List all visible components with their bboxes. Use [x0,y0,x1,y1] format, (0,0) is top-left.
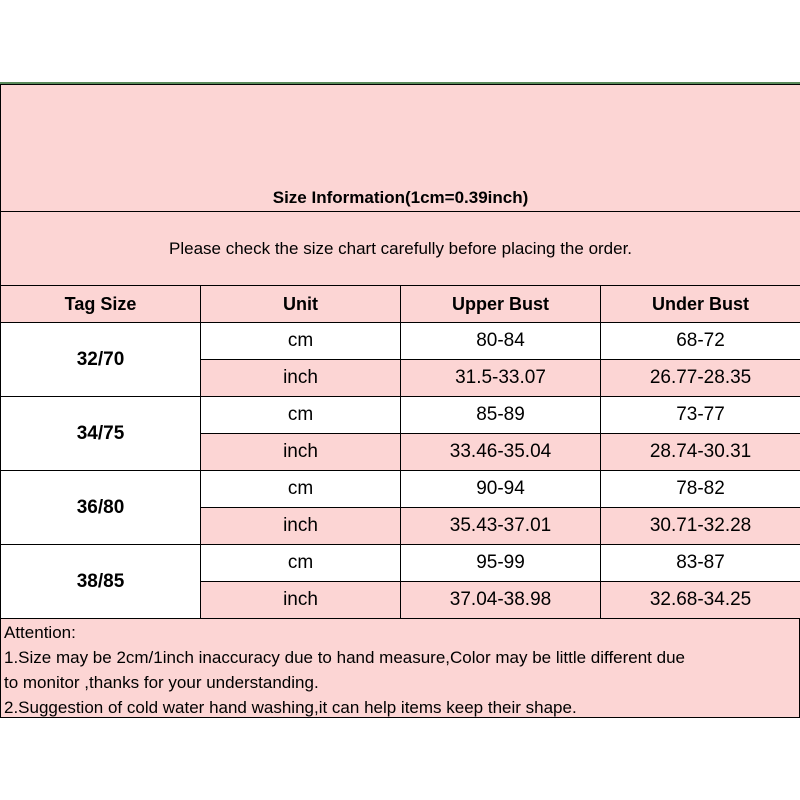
upper-bust-cell: 90-94 [401,471,601,508]
attention-line-1-continued: to monitor ,thanks for your understanding. [4,673,319,692]
unit-cell: inch [201,508,401,545]
chart-title: Size Information(1cm=0.39inch) [1,85,800,212]
upper-bust-cell: 37.04-38.98 [401,582,601,619]
under-bust-cell: 32.68-34.25 [601,582,800,619]
table-row [1,545,800,582]
under-bust-cell: 28.74-30.31 [601,434,800,471]
attention-heading: Attention: [4,623,76,642]
table-row [1,323,800,360]
under-bust-cell: 68-72 [601,323,800,360]
tag-size-cell: 32/70 [1,323,201,397]
tag-size-cell: 34/75 [1,397,201,471]
unit-cell: cm [201,397,401,434]
table-row [1,471,800,508]
upper-bust-cell: 85-89 [401,397,601,434]
header-row [1,286,800,323]
upper-bust-cell: 33.46-35.04 [401,434,601,471]
upper-bust-cell: 31.5-33.07 [401,360,601,397]
upper-bust-cell: 80-84 [401,323,601,360]
unit-cell: cm [201,545,401,582]
tag-size-cell: 36/80 [1,471,201,545]
header-unit: Unit [201,286,401,323]
under-bust-cell: 78-82 [601,471,800,508]
size-chart-table [0,84,800,619]
attention-notes [0,620,800,720]
under-bust-cell: 30.71-32.28 [601,508,800,545]
header-upper-bust: Upper Bust [401,286,601,323]
tag-size-cell: 38/85 [1,545,201,619]
chart-subtitle: Please check the size chart carefully before placing the order. [1,212,800,286]
attention-line-2: 2.Suggestion of cold water hand washing,it can help items keep their shape. [4,698,577,717]
upper-bust-cell: 35.43-37.01 [401,508,601,545]
upper-bust-cell: 95-99 [401,545,601,582]
unit-cell: inch [201,582,401,619]
under-bust-cell: 83-87 [601,545,800,582]
unit-cell: inch [201,434,401,471]
unit-cell: cm [201,471,401,508]
table-row [1,397,800,434]
attention-line-1: 1.Size may be 2cm/1inch inaccuracy due to hand measure,Color may be little different due [4,648,685,667]
under-bust-cell: 73-77 [601,397,800,434]
under-bust-cell: 26.77-28.35 [601,360,800,397]
header-under-bust: Under Bust [601,286,800,323]
header-tag-size: Tag Size [1,286,201,323]
unit-cell: cm [201,323,401,360]
unit-cell: inch [201,360,401,397]
